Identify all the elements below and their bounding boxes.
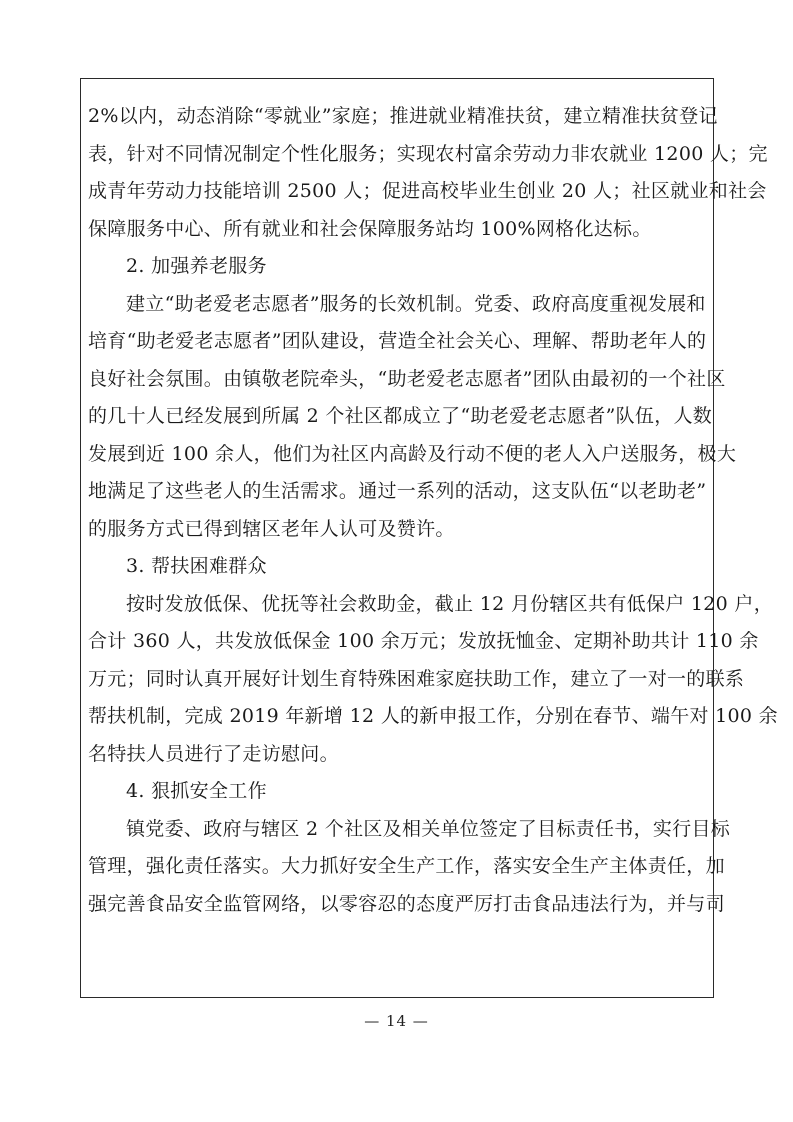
- paragraph-line: 表，针对不同情况制定个性化服务；实现农村富余劳动力非农就业 1200 人；完: [88, 142, 768, 165]
- paragraph-line: 2%以内，动态消除“零就业”家庭；推进就业精准扶贫，建立精准扶贫登记: [88, 105, 718, 127]
- paragraph-line: 培育“助老爱老志愿者”团队建设，营造全社会关心、理解、帮助老年人的: [88, 330, 707, 352]
- paragraph-line: 保障服务中心、所有就业和社会保障服务站均 100%网格化达标。: [88, 217, 652, 240]
- paragraph-line: 的服务方式已得到辖区老年人认可及赞许。: [88, 517, 455, 540]
- section-heading: 3. 帮扶困难群众: [126, 555, 267, 577]
- paragraph-line: 的几十人已经发展到所属 2 个社区都成立了“助老爱老志愿者”队伍，人数: [88, 405, 713, 427]
- paragraph-line: 按时发放低保、优抚等社会救助金，截止 12 月份辖区共有低保户 120 户，: [126, 592, 774, 615]
- paragraph-line: 万元；同时认真开展好计划生育特殊困难家庭扶助工作，建立了一对一的联系: [88, 667, 745, 690]
- page-number: — 14 —: [364, 1012, 429, 1030]
- paragraph-line: 帮扶机制，完成 2019 年新增 12 人的新申报工作，分别在春节、端午对 100 余: [88, 705, 778, 727]
- paragraph-line: 镇党委、政府与辖区 2 个社区及相关单位签定了目标责任书，实行目标: [126, 817, 731, 840]
- section-heading: 4. 狠抓安全工作: [126, 780, 267, 802]
- paragraph-line: 良好社会氛围。由镇敬老院牵头，“助老爱老志愿者”团队由最初的一个社区: [88, 367, 726, 390]
- paragraph-line: 建立“助老爱老志愿者”服务的长效机制。党委、政府高度重视发展和: [126, 292, 706, 315]
- paragraph-line: 地满足了这些老人的生活需求。通过一系列的活动，这支队伍“以老助老”: [88, 480, 707, 502]
- paragraph-line: 发展到近 100 余人，他们为社区内高龄及行动不便的老人入户送服务，极大: [88, 442, 737, 465]
- paragraph-line: 名特扶人员进行了走访慰问。: [88, 742, 339, 765]
- paragraph-line: 合计 360 人，共发放低保金 100 余万元；发放抚恤金、定期补助共计 110 余: [88, 630, 759, 652]
- paragraph-line: 管理，强化责任落实。大力抓好安全生产工作，落实安全生产主体责任，加: [88, 855, 725, 877]
- document-body: [88, 98, 778, 923]
- paragraph-line: 成青年劳动力技能培训 2500 人；促进高校毕业生创业 20 人；社区就业和社会: [88, 180, 767, 202]
- paragraph-line: 强完善食品安全监管网络，以零容忍的态度严厉打击食品违法行为，并与司: [88, 892, 725, 915]
- section-heading: 2. 加强养老服务: [126, 255, 267, 277]
